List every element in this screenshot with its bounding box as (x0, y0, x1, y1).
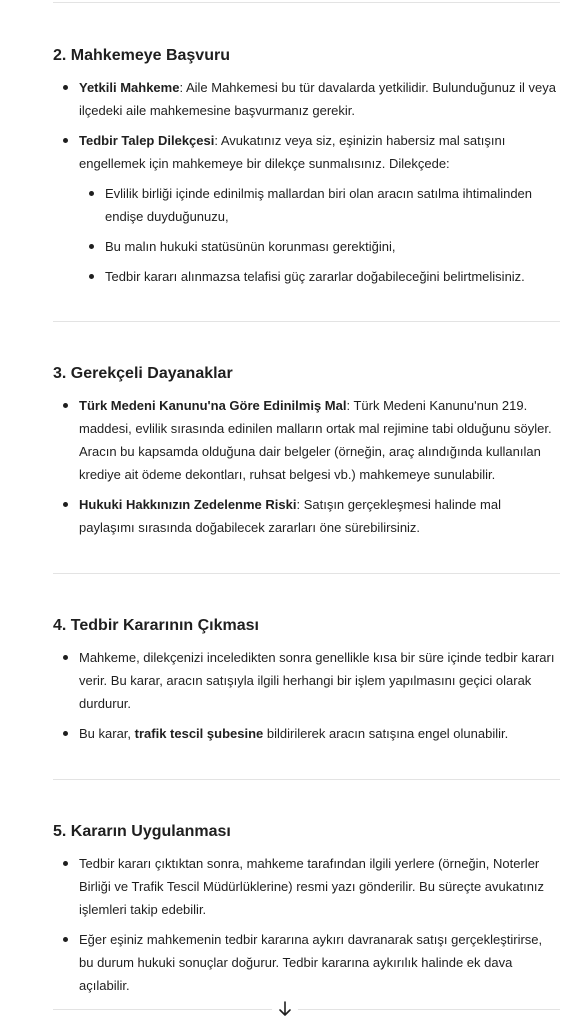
item-bold-label: Türk Medeni Kanunu'na Göre Edinilmiş Mal (79, 398, 347, 413)
list-item (53, 76, 558, 122)
list-item: Tedbir kararı çıktıktan sonra, mahkeme tarafından ilgili yerlere (örneğin, Noterler Birliği ve Trafik Tescil Müdürlüklerine) resmi yazı gönderilir. Bu süreçte avukatınız işlemleri takip edebilir. (53, 852, 558, 921)
section-heading: 2. Mahkemeye Başvuru (53, 47, 230, 64)
sub-list-item: Tedbir kararı alınmazsa telafisi güç zararlar doğabileceğini belirtmelisiniz. (53, 265, 558, 288)
item-bold-label: trafik tescil şubesine (134, 726, 264, 741)
bullet-list (53, 394, 558, 539)
section-divider (53, 573, 560, 574)
section-divider (53, 1009, 560, 1010)
section-divider (53, 2, 560, 3)
item-text: : Türk Medeni Kanunu'nun 219. maddesi, evlilik sırasında edinilen malların ortak mal rejimine tabi olduğunu söyler. Aracın bu kapsamda olduğuna dair belgeler (örneğin, araç alındığında kullanılan krediye ait ödeme dekontları, ruhsat belgesi vb.) mahkemeye sunulabilir. (79, 398, 552, 482)
item-text: : Avukatınız veya siz, eşinizin habersiz mal satışını engellemek için mahkemeye bir dilekçe sunmalısınız. Dilekçede: (79, 133, 506, 171)
section-heading: 3. Gerekçeli Dayanaklar (53, 365, 233, 382)
item-text: : Aile Mahkemesi bu tür davalarda yetkilidir. Bulunduğunuz il veya ilçedeki aile mahkemesine başvurmanız gerekir. (79, 80, 556, 118)
list-item: Eğer eşiniz mahkemenin tedbir kararına aykırı davranarak satışı gerçekleştirirse, bu durum hukuki sonuçlar doğurur. Tedbir kararına aykırılık halinde ek dava açılabilir. (53, 928, 558, 997)
sub-list-item: Bu malın hukuki statüsünün korunması gerektiğini, (53, 235, 558, 258)
item-text: Bu karar, (79, 726, 135, 741)
sub-list-item: Evlilik birliği içinde edinilmiş mallardan biri olan aracın satılma ihtimalinden endişe duyduğunuzu, (53, 182, 558, 228)
item-text: bildirilerek aracın satışına engel olunabilir. (263, 726, 509, 741)
list-item (53, 722, 558, 745)
bullet-list (53, 646, 558, 745)
bullet-list (53, 852, 558, 997)
section-gerekceli-dayanaklar (53, 363, 558, 539)
section-heading: 4. Tedbir Kararının Çıkması (53, 617, 259, 634)
item-bold-label: Hukuki Hakkınızın Zedelenme Riski (79, 497, 297, 512)
bullet-list (53, 76, 558, 288)
section-tedbir-kararinin-cikmasi (53, 615, 558, 745)
arrow-down-icon (278, 1001, 292, 1017)
item-bold-label: Tedbir Talep Dilekçesi (79, 133, 215, 148)
section-heading: 5. Kararın Uygulanması (53, 823, 231, 840)
section-divider (53, 779, 560, 780)
list-item (53, 493, 558, 539)
item-bold-label: Yetkili Mahkeme (79, 80, 180, 95)
section-mahkemeye-basvuru (53, 45, 558, 288)
list-item (53, 129, 558, 175)
section-kararin-uygulanmasi (53, 821, 558, 997)
section-divider (53, 321, 560, 322)
item-text: : Satışın gerçekleşmesi halinde mal paylaşımı sırasında doğabilecek zararları öne sürebilirsiniz. (79, 497, 501, 535)
list-item (53, 394, 558, 486)
list-item: Mahkeme, dilekçenizi inceledikten sonra genellikle kısa bir süre içinde tedbir kararı verir. Bu karar, aracın satışıyla ilgili herhangi bir işlem yapılmasını geçici olarak durdurur. (53, 646, 558, 715)
scroll-down-button[interactable] (272, 996, 298, 1022)
